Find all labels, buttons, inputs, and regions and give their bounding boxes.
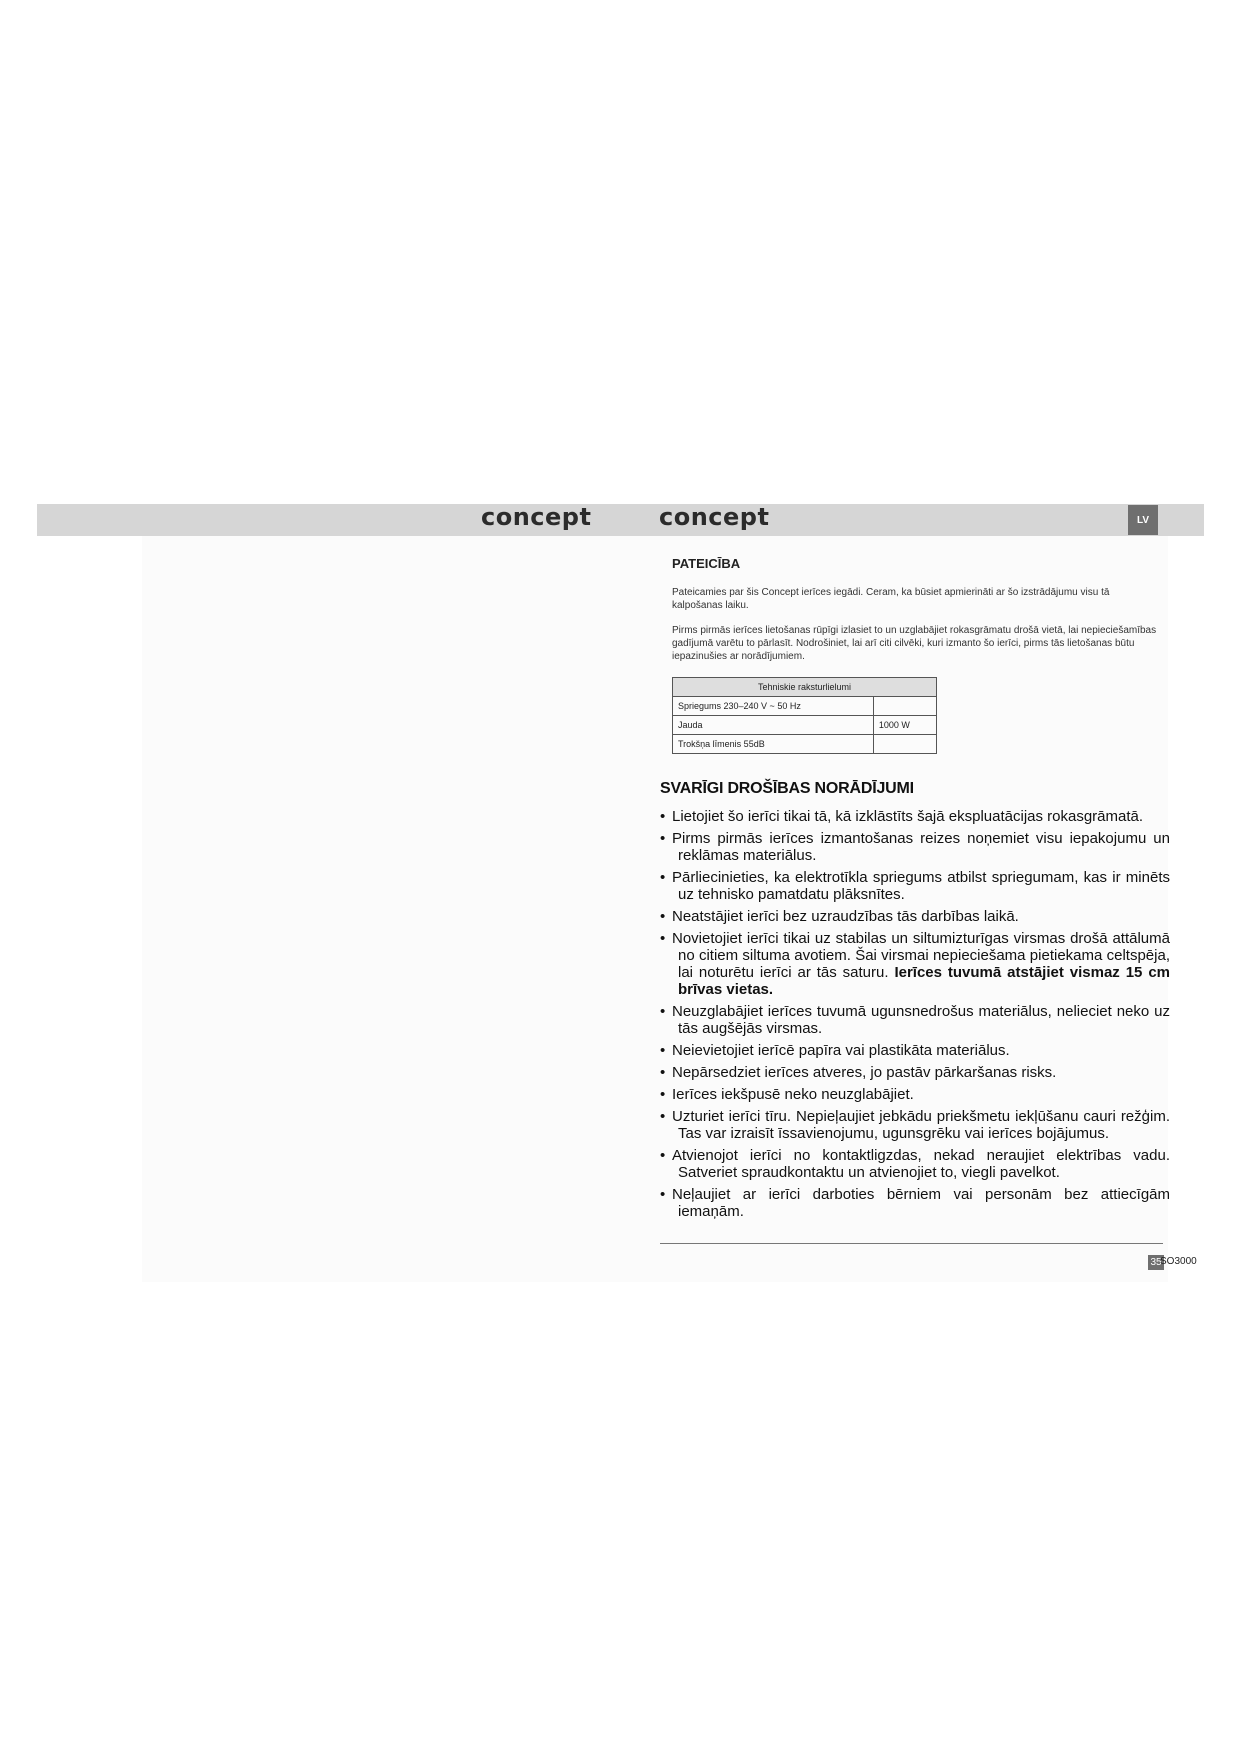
- safety-item-text: Nepārsedziet ierīces atveres, jo pastāv pārkaršanas risks.: [672, 1064, 1057, 1081]
- safety-item-text: Ierīces iekšpusē neko neuzglabājiet.: [672, 1086, 914, 1103]
- table-row: [673, 716, 937, 735]
- safety-item-text: Pārliecinieties, ka elektrotīkla spriegums atbilst spriegumam, kas ir minēts uz tehnisko pamatdatu plāksnītes.: [672, 869, 1170, 903]
- spec-value: [873, 697, 936, 716]
- model-number: SO3000: [1160, 1256, 1197, 1267]
- header-band: [37, 504, 1204, 536]
- bullet-icon: •: [660, 869, 666, 886]
- safety-item-text: Lietojiet šo ierīci tikai tā, kā izklāstīts šajā ekspluatācijas rokasgrāmatā.: [672, 808, 1144, 825]
- safety-item-bold: Ierīces tuvumā atstājiet vismaz 15 cm brīvas vietas.: [678, 964, 1170, 998]
- safety-item-text: Novietojiet ierīci tikai uz stabilas un siltumizturīgas virsmas drošā attālumā no citiem siltuma avotiem. Šai virsmai nepieciešama pietiekama celtspēja, lai noturētu ierīci ar tās saturu.: [672, 930, 1170, 981]
- intro-paragraph-2: Pirms pirmās ierīces lietošanas rūpīgi izlasiet to un uzglabājiet rokasgrāmatu drošā vietā, lai nepieciešamības gadījumā varētu to pārlasīt. Nodrošiniet, lai arī citi cilvēki, kuri izmanto šo ierīci, pirms tās lietošanas būtu iepazinušies ar norādījumiem.: [672, 625, 1157, 662]
- bullet-icon: •: [660, 1086, 666, 1103]
- list-item: [660, 1086, 1170, 1103]
- bullet-icon: •: [660, 1186, 666, 1203]
- safety-list: [660, 808, 1170, 1225]
- table-row: [673, 735, 937, 754]
- list-item: [660, 1186, 1170, 1220]
- intro-heading: PATEICĪBA: [672, 556, 741, 571]
- safety-item-text: Neļaujiet ar ierīci darboties bērniem vai personām bez attiecīgām iemaņām.: [672, 1186, 1170, 1220]
- list-item: [660, 1108, 1170, 1142]
- safety-heading: SVARĪGI DROŠĪBAS NORĀDĪJUMI: [660, 780, 914, 797]
- safety-item-text: Uzturiet ierīci tīru. Nepieļaujiet jebkādu priekšmetu iekļūšanu cauri režģim. Tas var izraisīt īssavienojumu, ugunsgrēku vai ierīces bojājumus.: [672, 1108, 1170, 1142]
- list-item: [660, 869, 1170, 903]
- safety-item-text: Neievietojiet ierīcē papīra vai plastikāta materiālus.: [672, 1042, 1010, 1059]
- list-item: [660, 1147, 1170, 1181]
- bullet-icon: •: [660, 1042, 666, 1059]
- specs-table: [672, 677, 937, 754]
- page-number: 35: [1148, 1255, 1164, 1270]
- list-item: [660, 1003, 1170, 1037]
- language-badge: LV: [1128, 505, 1158, 535]
- brand-logo-right: concept: [659, 503, 770, 531]
- bullet-icon: •: [660, 1147, 666, 1164]
- manual-content: [660, 540, 1170, 1240]
- spec-value: [873, 735, 936, 754]
- bullet-icon: •: [660, 1064, 666, 1081]
- footer-divider: [660, 1243, 1163, 1244]
- spec-label: Trokšņa līmenis 55dB: [673, 735, 874, 754]
- bullet-icon: •: [660, 1003, 666, 1020]
- brand-logo-left: concept: [481, 503, 592, 531]
- list-item: [660, 830, 1170, 864]
- safety-item-text: Pirms pirmās ierīces izmantošanas reizes noņemiet visu iepakojumu un reklāmas materiālus.: [672, 830, 1170, 864]
- safety-item-text: Atvienojot ierīci no kontaktligzdas, nekad neraujiet elektrības vadu. Satveriet spraudkontaktu un atvienojiet to, viegli pavelkot.: [672, 1147, 1170, 1181]
- specs-header-row: [673, 678, 937, 697]
- safety-item-text: Neuzglabājiet ierīces tuvumā ugunsnedrošus materiālus, nelieciet neko uz tās augšējās virsmas.: [672, 1003, 1170, 1037]
- list-item: [660, 908, 1170, 925]
- specs-header: Tehniskie raksturlielumi: [673, 678, 937, 697]
- bullet-icon: •: [660, 930, 666, 947]
- safety-item-text: Neatstājiet ierīci bez uzraudzības tās darbības laikā.: [672, 908, 1019, 925]
- table-row: [673, 697, 937, 716]
- list-item: [660, 1064, 1170, 1081]
- spec-value: 1000 W: [873, 716, 936, 735]
- spec-label: Jauda: [673, 716, 874, 735]
- list-item: [660, 930, 1170, 998]
- list-item: [660, 1042, 1170, 1059]
- spec-label: Spriegums 230–240 V ~ 50 Hz: [673, 697, 874, 716]
- intro-paragraph-1: Pateicamies par šis Concept ierīces iegādi. Ceram, ka būsiet apmierināti ar šo izstrādājumu visu tā kalpošanas laiku.: [672, 587, 1110, 611]
- bullet-icon: •: [660, 1108, 666, 1125]
- bullet-icon: •: [660, 830, 666, 847]
- list-item: [660, 808, 1170, 825]
- bullet-icon: •: [660, 908, 666, 925]
- bullet-icon: •: [660, 808, 666, 825]
